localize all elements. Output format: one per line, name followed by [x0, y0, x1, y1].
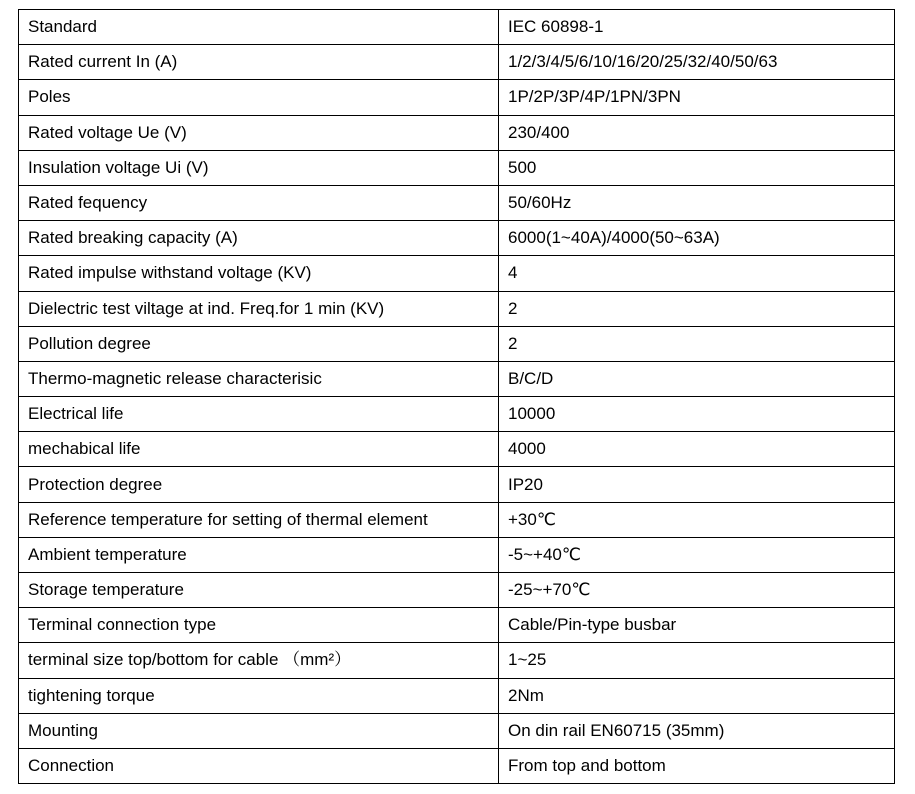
value-cell: 230/400 — [499, 115, 895, 150]
table-row — [19, 502, 895, 537]
table-row — [19, 432, 895, 467]
value-cell: On din rail EN60715 (35mm) — [499, 713, 895, 748]
value-cell: IP20 — [499, 467, 895, 502]
table-row — [19, 537, 895, 572]
parameter-cell: Rated impulse withstand voltage (KV) — [19, 256, 499, 291]
value-cell: Cable/Pin-type busbar — [499, 608, 895, 643]
table-row — [19, 221, 895, 256]
parameter-cell: Standard — [19, 10, 499, 45]
table-row — [19, 291, 895, 326]
table-row — [19, 185, 895, 220]
parameter-cell: Rated fequency — [19, 185, 499, 220]
parameter-cell: Thermo-magnetic release characterisic — [19, 361, 499, 396]
parameter-cell: terminal size top/bottom for cable （mm²） — [19, 643, 499, 678]
value-cell: 6000(1~40A)/4000(50~63A) — [499, 221, 895, 256]
parameter-cell: Storage temperature — [19, 573, 499, 608]
table-row — [19, 713, 895, 748]
table-row — [19, 748, 895, 783]
parameter-cell: Protection degree — [19, 467, 499, 502]
table-row — [19, 326, 895, 361]
parameter-cell: mechabical life — [19, 432, 499, 467]
parameter-cell: Electrical life — [19, 397, 499, 432]
value-cell: 500 — [499, 150, 895, 185]
specification-table — [18, 9, 895, 784]
parameter-cell: Terminal connection type — [19, 608, 499, 643]
value-cell: 2 — [499, 291, 895, 326]
parameter-cell: Pollution degree — [19, 326, 499, 361]
table-row — [19, 397, 895, 432]
table-row — [19, 573, 895, 608]
value-cell: 2 — [499, 326, 895, 361]
parameter-cell: Mounting — [19, 713, 499, 748]
value-cell: 4 — [499, 256, 895, 291]
parameter-cell: Rated current In (A) — [19, 45, 499, 80]
value-cell: 10000 — [499, 397, 895, 432]
parameter-cell: Insulation voltage Ui (V) — [19, 150, 499, 185]
table-row — [19, 643, 895, 678]
value-cell: From top and bottom — [499, 748, 895, 783]
value-cell: -5~+40℃ — [499, 537, 895, 572]
value-cell: B/C/D — [499, 361, 895, 396]
table-row — [19, 361, 895, 396]
parameter-cell: Dielectric test viltage at ind. Freq.for 1 min (KV) — [19, 291, 499, 326]
table-row — [19, 256, 895, 291]
parameter-cell: tightening torque — [19, 678, 499, 713]
table-row — [19, 150, 895, 185]
table-row — [19, 608, 895, 643]
table-row — [19, 115, 895, 150]
parameter-cell: Poles — [19, 80, 499, 115]
table-row — [19, 45, 895, 80]
value-cell: 1P/2P/3P/4P/1PN/3PN — [499, 80, 895, 115]
table-row — [19, 467, 895, 502]
value-cell: -25~+70℃ — [499, 573, 895, 608]
table-row — [19, 80, 895, 115]
value-cell: 1/2/3/4/5/6/10/16/20/25/32/40/50/63 — [499, 45, 895, 80]
value-cell: 50/60Hz — [499, 185, 895, 220]
parameter-cell: Reference temperature for setting of thermal element — [19, 502, 499, 537]
value-cell: +30℃ — [499, 502, 895, 537]
value-cell: 4000 — [499, 432, 895, 467]
value-cell: 2Nm — [499, 678, 895, 713]
parameter-cell: Rated breaking capacity (A) — [19, 221, 499, 256]
table-row — [19, 10, 895, 45]
table-row — [19, 678, 895, 713]
parameter-cell: Connection — [19, 748, 499, 783]
parameter-cell: Rated voltage Ue (V) — [19, 115, 499, 150]
value-cell: IEC 60898-1 — [499, 10, 895, 45]
value-cell: 1~25 — [499, 643, 895, 678]
parameter-cell: Ambient temperature — [19, 537, 499, 572]
